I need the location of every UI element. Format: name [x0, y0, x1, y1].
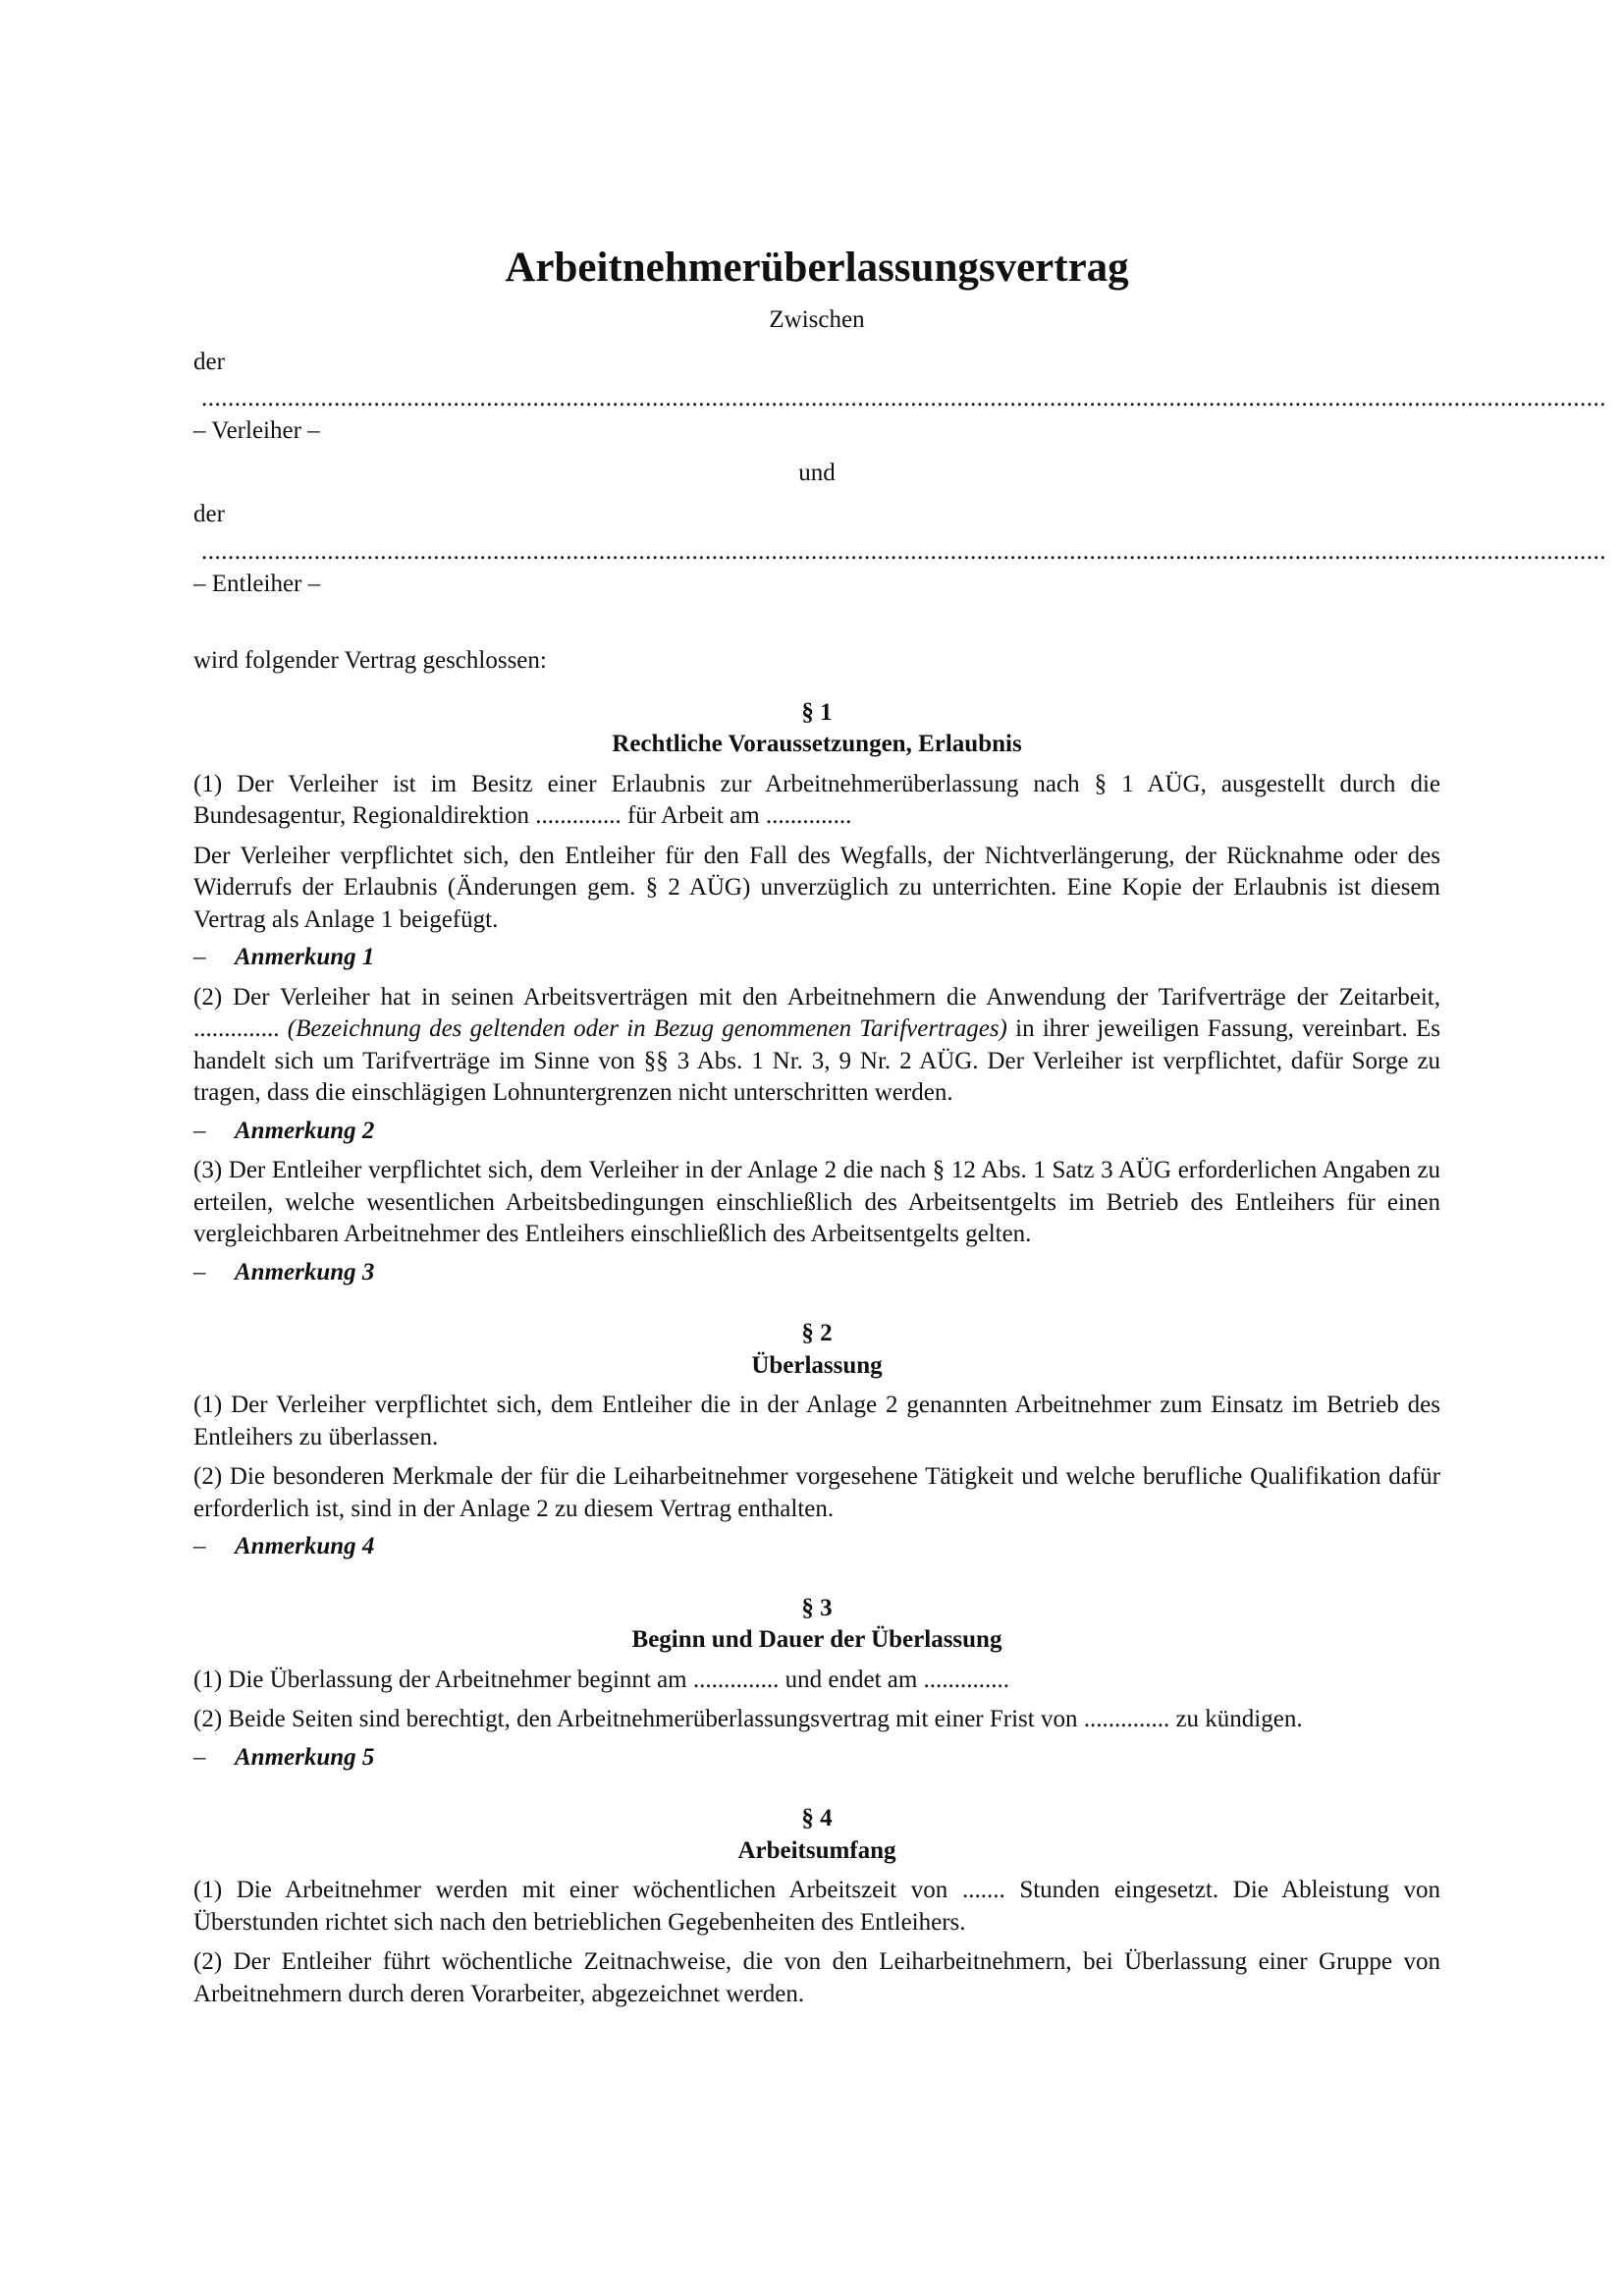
party-2-article: der	[193, 501, 225, 527]
section-3-paragraph-1: (1) Die Überlassung der Arbeitnehmer beginnt am .............. und endet am ..............	[193, 1666, 1010, 1693]
section-1-number: § 1	[801, 698, 833, 726]
contract-page	[193, 244, 1606, 2010]
note-2	[193, 1116, 1440, 1148]
section-1-paragraph-1b: Der Verleiher verpflichtet sich, den Entleiher für den Fall des Wegfalls, der Nichtverlängerung, der Rücknahme oder des Widerrufs der Erlaubnis (Änderungen gem. § 2 AÜG) unverzüglich zu unterrichten. Eine Kopie der Erlaubnis ist diesem Vertrag als Anlage 1 beigefügt.	[193, 842, 1440, 933]
section-4-paragraph-1: (1) Die Arbeitnehmer werden mit einer wöchentlichen Arbeitszeit von ....... Stunden eingesetzt. Die Ableistung von Überstunden richtet sich nach den betrieblichen Gegebenheiten des Entleihers.	[193, 1877, 1440, 1936]
section-1-paragraph-1: (1) Der Verleiher ist im Besitz einer Erlaubnis zur Arbeitnehmerüberlassung nach § 1 AÜG, ausgestellt durch die Bundesagentur, Regionaldirektion .............. für Arbeit am ..............	[193, 770, 1440, 829]
section-4-number: § 4	[801, 1805, 833, 1831]
party-2-fill-line: ....................................................................................................................................................................................................................	[201, 537, 1606, 565]
und-label: und	[798, 459, 836, 486]
section-2-paragraph-2: (2) Die besonderen Merkmale der für die Leiharbeitnehmer vorgesehene Tätigkeit und welche berufliche Qualifikation dafür erforderlich ist, sind in der Anlage 2 zu diesem Vertrag enthalten.	[193, 1463, 1440, 1522]
section-2-paragraph-1: (1) Der Verleiher verpflichtet sich, dem Entleiher die in der Anlage 2 genannten Arbeitnehmer zum Einsatz im Betrieb des Entleihers zu überlassen.	[193, 1392, 1440, 1450]
verleiher-label: – Verleiher –	[193, 417, 320, 444]
section-3-number: § 3	[801, 1594, 833, 1621]
entleiher-label: – Entleiher –	[193, 570, 321, 597]
intro-text: wird folgender Vertrag geschlossen:	[193, 647, 547, 674]
section-1-paragraph-2-part-a: (2) Der Verleiher hat in seinen Arbeitsverträgen mit den Arbeitnehmern die Anwendung der Tarifverträge der Zeitarbeit, ..............	[193, 983, 1440, 1042]
document-title: Arbeitnehmerüberlassungsvertrag	[505, 245, 1129, 291]
party-1-article: der	[193, 348, 225, 375]
section-4-paragraph-2: (2) Der Entleiher führt wöchentliche Zeitnachweise, die von den Leiharbeitnehmern, bei Überlassung einer Gruppe von Arbeitnehmern durch deren Vorarbeiter, abgezeichnet werden.	[193, 1948, 1440, 2007]
section-1-paragraph-3: (3) Der Entleiher verpflichtet sich, dem Verleiher in der Anlage 2 die nach § 12 Abs. 1 Satz 3 AÜG erforderlichen Angaben zu erteilen, welche wesentlichen Arbeitsbedingungen einschließlich des Arbeitsentgelts im Betrieb des Entleihers für einen vergleichbaren Arbeitnehmer des Entleihers einschließlich des Arbeitsentgelts gelten.	[193, 1157, 1440, 1247]
section-3-title: Beginn und Dauer der Überlassung	[631, 1626, 1002, 1653]
note-3-label: Anmerkung 3	[235, 1258, 375, 1285]
note-dash: –	[193, 1743, 206, 1771]
note-2-label: Anmerkung 2	[235, 1117, 375, 1144]
note-dash: –	[193, 1258, 206, 1285]
section-1-paragraph-2-part-b: in ihrer jeweiligen Fassung, vereinbart. Es handelt sich um Tarifverträge im Sinne von §§ 3 Abs. 1 Nr. 3, 9 Nr. 2 AÜG. Der Verleiher ist verpflichtet, dafür Sorge zu tragen, dass die einschlägigen Lohnuntergrenzen nicht unterschritten werden.	[193, 1015, 1440, 1106]
section-4-title: Arbeitsumfang	[737, 1836, 896, 1864]
section-3-paragraph-2: (2) Beide Seiten sind berechtigt, den Arbeitnehmerüberlassungsvertrag mit einer Frist von .............. zu kündigen.	[193, 1706, 1303, 1732]
section-2-number: § 2	[801, 1320, 833, 1346]
note-1	[193, 942, 1440, 974]
note-dash: –	[193, 944, 206, 970]
section-1-paragraph-2	[193, 982, 1440, 1110]
note-3	[193, 1257, 1440, 1289]
zwischen-label: Zwischen	[769, 306, 865, 333]
note-4	[193, 1531, 1440, 1563]
section-2-title: Überlassung	[751, 1351, 883, 1379]
section-1-title: Rechtliche Voraussetzungen, Erlaubnis	[612, 731, 1022, 757]
note-dash: –	[193, 1117, 206, 1144]
note-5	[193, 1742, 1440, 1775]
note-5-label: Anmerkung 5	[235, 1743, 375, 1771]
note-4-label: Anmerkung 4	[235, 1533, 375, 1559]
note-dash: –	[193, 1533, 206, 1559]
party-1-fill-line: ....................................................................................................................................................................................................................	[201, 385, 1606, 411]
note-1-label: Anmerkung 1	[235, 944, 375, 970]
tarifvertrag-designation-hint: (Bezeichnung des geltenden oder in Bezug genommenen Tarifvertrages)	[287, 1015, 1007, 1042]
